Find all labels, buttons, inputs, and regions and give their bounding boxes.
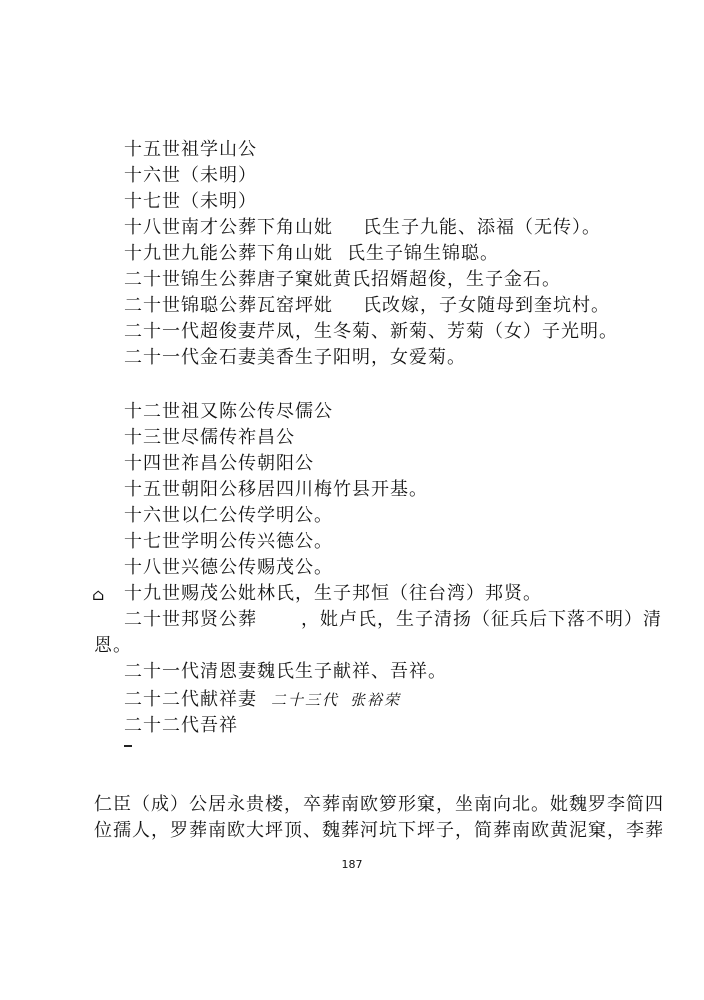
stray-mark xyxy=(124,745,132,747)
text-line-4 xyxy=(124,216,601,240)
text-line-18-part-1: 二十世邦贤公葬 xyxy=(124,609,257,630)
text-line-24: 位孺人，罗葬南欧大坪顶、魏葬河坑下坪子，简葬南欧黄泥窠，李葬 xyxy=(94,820,664,841)
text-line-14: 十六世以仁公传学明公。 xyxy=(124,505,333,526)
text-line-18-part-2: ，妣卢氏，生子清扬（征兵后下落不明）清 xyxy=(301,609,662,630)
text-line-9: 二十一代金石妻美香生子阳明，女爱菊。 xyxy=(124,347,466,368)
text-line-11: 十三世尽儒传祚昌公 xyxy=(124,427,295,448)
margin-mark-icon: ⌂ xyxy=(92,585,105,604)
text-line-5 xyxy=(124,242,499,266)
text-line-6: 二十世锦生公葬唐子窠妣黄氏招婿超俊，生子金石。 xyxy=(124,269,561,290)
text-line-5-part-2: 氏生子锦生锦聪。 xyxy=(347,243,499,264)
text-line-16: 十八世兴德公传赐茂公。 xyxy=(124,557,333,578)
text-line-21 xyxy=(124,688,401,712)
text-line-15: 十七世学明公传兴德公。 xyxy=(124,531,333,552)
text-line-7-part-1: 二十世锦聪公葬瓦窑坪妣 xyxy=(124,295,333,316)
text-line-5-part-1: 十九世九能公葬下角山妣 xyxy=(124,243,333,264)
text-line-7 xyxy=(124,294,610,318)
text-line-18 xyxy=(124,608,662,632)
text-line-4-part-2: 氏生子九能、添福（无传）。 xyxy=(363,217,601,238)
handwritten-note: 二十三代 张裕荣 xyxy=(271,691,402,709)
text-line-22: 二十二代吾祥 xyxy=(124,715,238,736)
text-line-12: 十四世祚昌公传朝阳公 xyxy=(124,453,314,474)
text-line-23: 仁臣（成）公居永贵楼，卒葬南欧箩形窠，坐南向北。妣魏罗李简四 xyxy=(94,794,664,815)
text-line-2: 十六世（未明） xyxy=(124,165,257,186)
text-line-17: 十九世赐茂公妣林氏，生子邦恒（往台湾）邦贤。 xyxy=(124,583,542,604)
text-line-4-part-1: 十八世南才公葬下角山妣 xyxy=(124,217,333,238)
text-line-20: 二十一代清恩妻魏氏生子献祥、吾祥。 xyxy=(124,661,447,682)
text-line-1: 十五世祖学山公 xyxy=(124,139,257,160)
text-line-8: 二十一代超俊妻芹凤，生冬菊、新菊、芳菊（女）子光明。 xyxy=(124,321,618,342)
text-line-13: 十五世朝阳公移居四川梅竹县开基。 xyxy=(124,479,428,500)
text-line-10: 十二世祖又陈公传尽儒公 xyxy=(124,401,333,422)
text-line-19: 恩。 xyxy=(94,635,132,656)
text-line-21-part-1: 二十二代献祥妻 xyxy=(124,689,257,710)
page-number: 187 xyxy=(341,858,363,871)
text-line-7-part-2: 氏改嫁，子女随母到奎坑村。 xyxy=(363,295,610,316)
text-line-3: 十七世（未明） xyxy=(124,191,257,212)
